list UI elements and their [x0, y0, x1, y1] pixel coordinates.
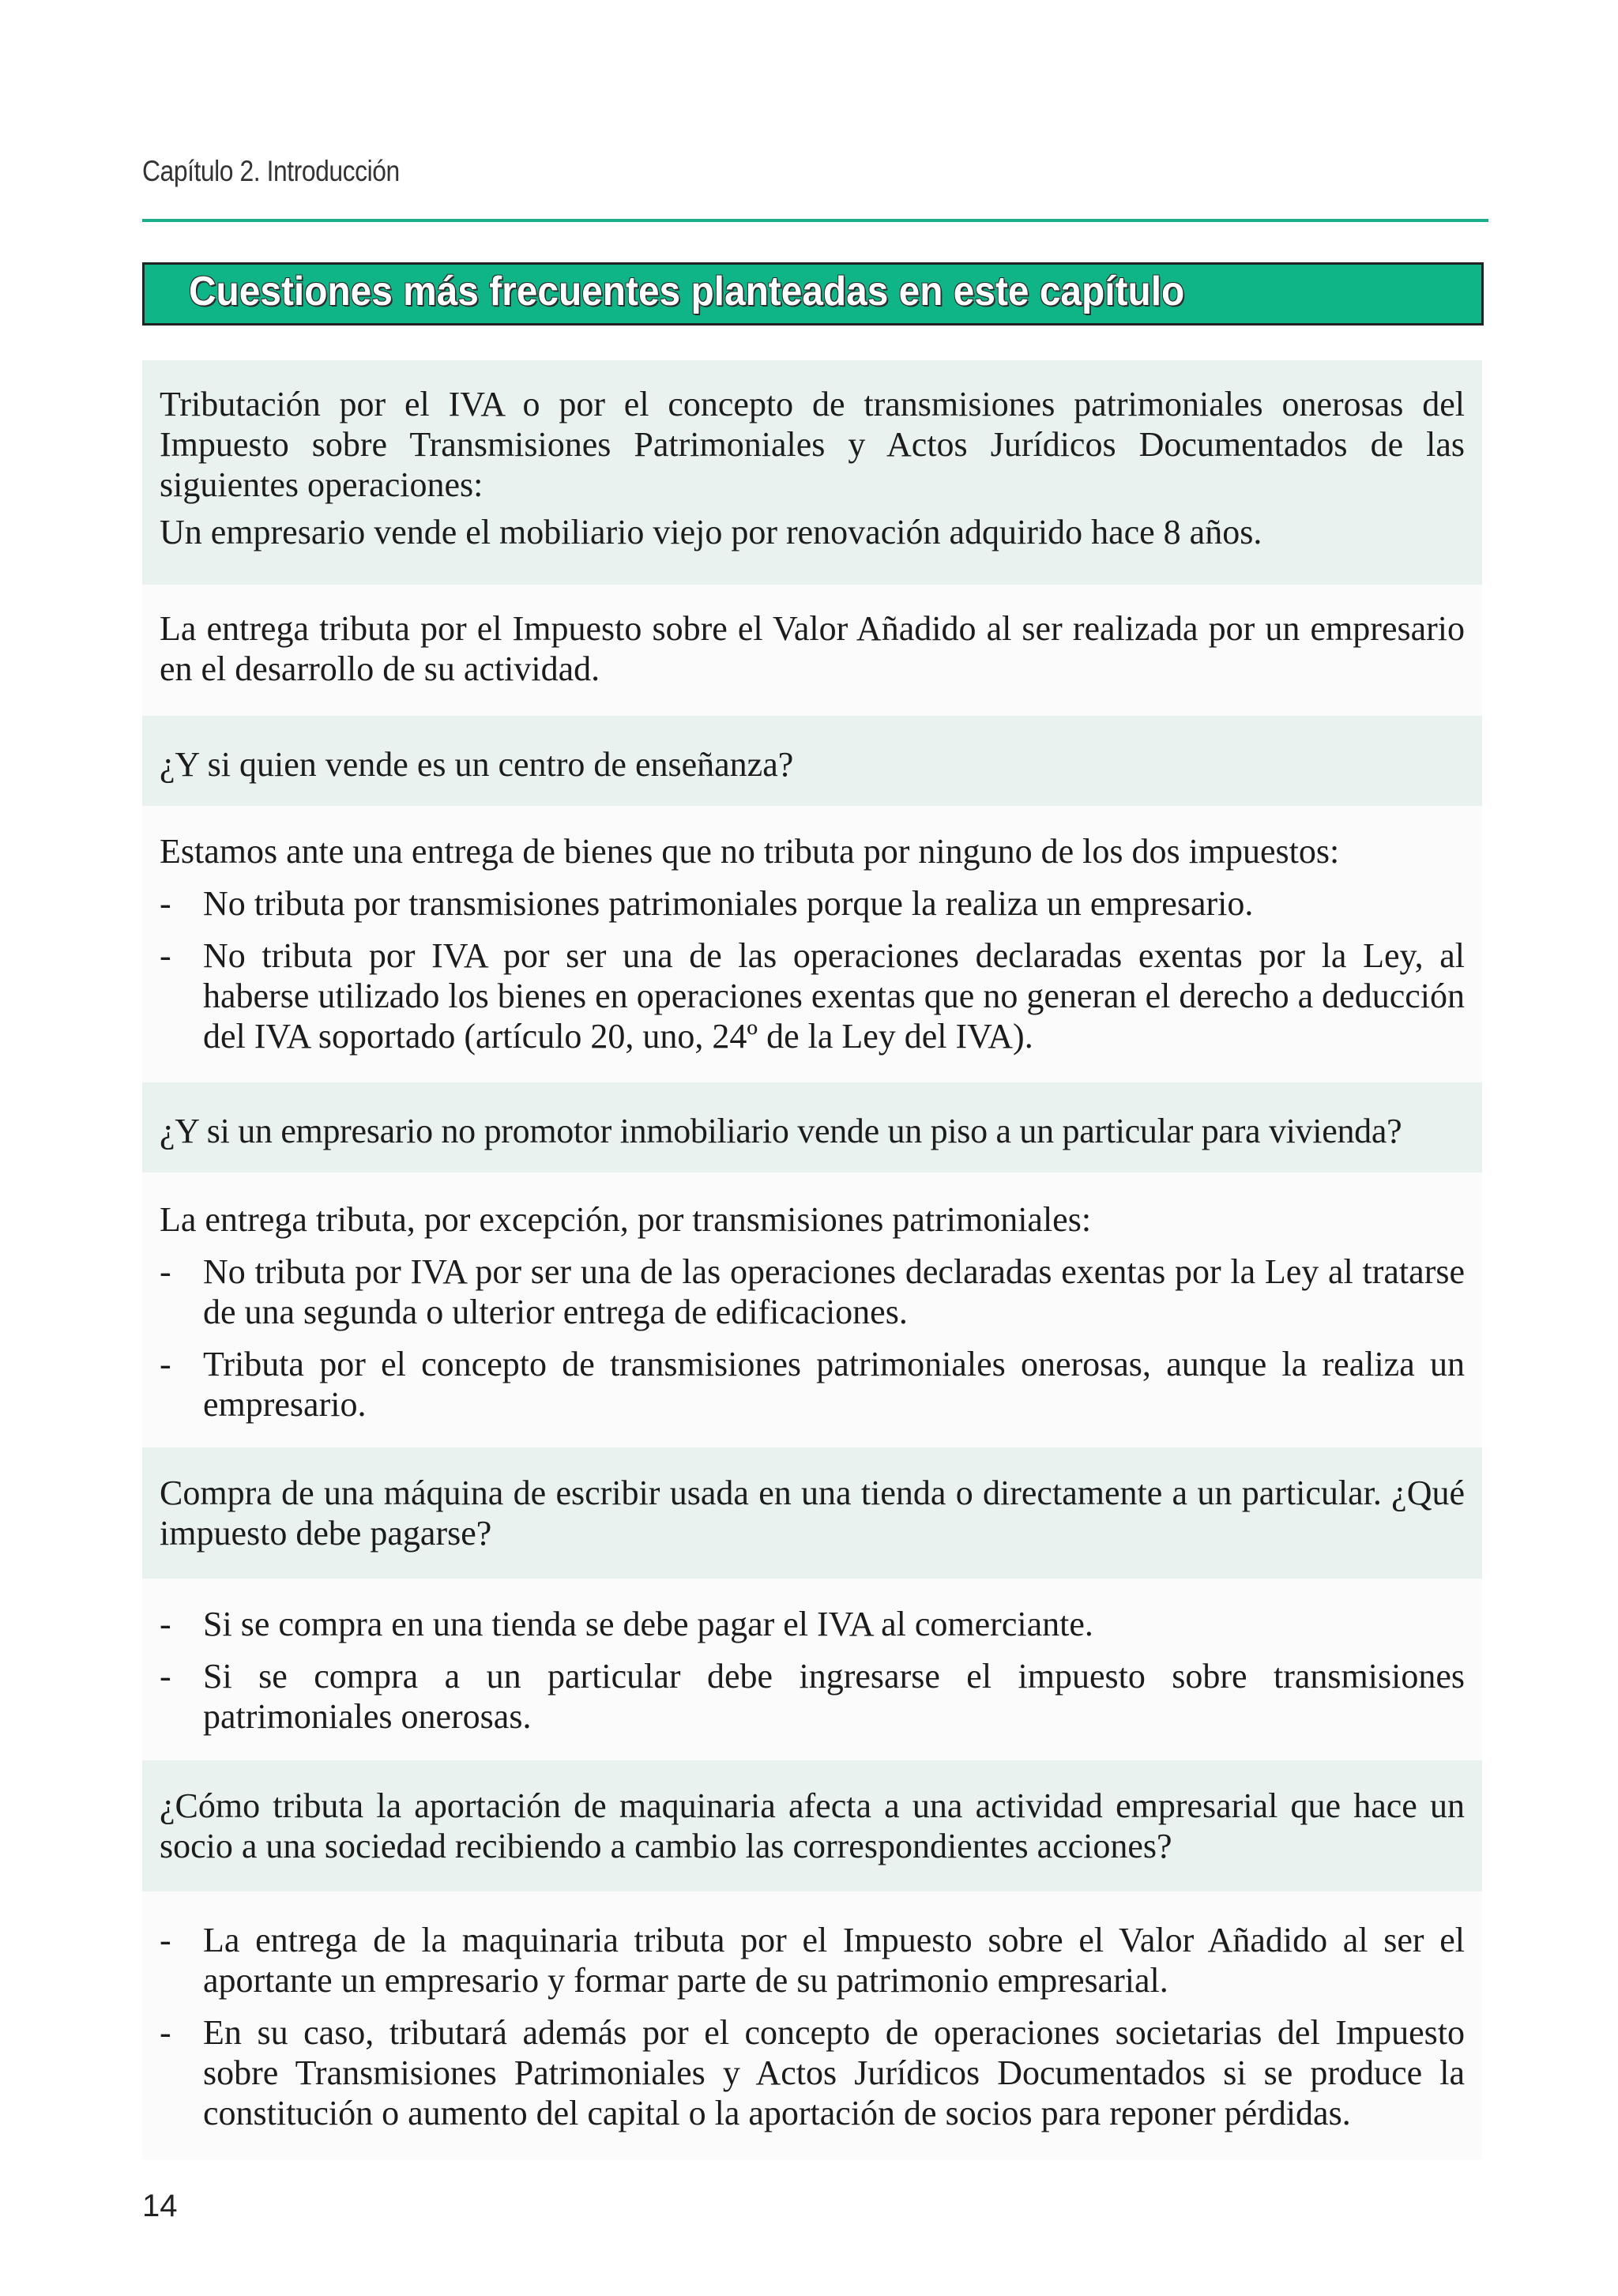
section-title-bar [142, 262, 1484, 326]
answer-block-2 [142, 806, 1482, 1082]
chapter-header: Capítulo 2. Introducción [142, 155, 400, 187]
answer-3-intro: La entrega tributa, por excepción, por transmisiones patrimoniales: [160, 1200, 1092, 1239]
list-item-text: No tributa por IVA por ser una de las operaciones declaradas exentas por la Ley al tratarse de una segunda o ulterior entrega de edificaciones. [203, 1252, 1465, 1331]
answer-2-intro: Estamos ante una entrega de bienes que no tributa por ninguno de los dos impuestos: [160, 832, 1340, 871]
question-1-text: Tributación por el IVA o por el concepto de transmisiones patrimoniales onerosas del Impuesto sobre Transmisiones Patrimoniales y Actos Jurídicos Documentados de las siguientes operaciones: [160, 385, 1465, 504]
question-block-4 [142, 1447, 1482, 1579]
answer-5-item-1 [160, 1920, 1465, 2001]
question-block-2 [142, 716, 1482, 806]
question-3-text: ¿Y si un empresario no promotor inmobiliario vende un piso a un particular para vivienda? [160, 1112, 1402, 1150]
answer-block-4 [142, 1579, 1482, 1760]
question-block-1 [142, 360, 1482, 585]
list-item-text: No tributa por IVA por ser una de las operaciones declaradas exentas por la Ley, al haberse utilizado los bienes en operaciones exentas que no generan el derecho a deducción del IVA soportado (artículo 20, uno, 24º de la Ley del IVA). [203, 936, 1465, 1056]
question-5-text: ¿Cómo tributa la aportación de maquinaria afecta a una actividad empresarial que hace un socio a una sociedad recibiendo a cambio las correspondientes acciones? [160, 1786, 1465, 1865]
answer-3-item-2 [160, 1344, 1465, 1425]
answer-2-item-2 [160, 935, 1465, 1056]
answer-block-1 [142, 585, 1482, 716]
answer-1-text: La entrega tributa por el Impuesto sobre el Valor Añadido al ser realizada por un empresario en el desarrollo de su actividad. [160, 609, 1465, 688]
list-dash: - [160, 1921, 171, 1959]
list-dash: - [160, 2013, 171, 2052]
list-dash: - [160, 1605, 171, 1643]
page-number: 14 [142, 2189, 178, 2223]
answer-block-3 [142, 1172, 1482, 1447]
section-title: Cuestiones más frecuentes planteadas en este capítulo [189, 269, 1185, 314]
list-dash: - [160, 936, 171, 975]
list-item-text: En su caso, tributará además por el concepto de operaciones societarias del Impuesto sobre Transmisiones Patrimoniales y Actos Jurídicos Documentados si se produce la constitución o aumento del capital o la aportación de socios para reponer pérdidas. [203, 2013, 1465, 2132]
list-item-text: Si se compra en una tienda se debe pagar el IVA al comerciante. [203, 1605, 1093, 1643]
list-dash: - [160, 1252, 171, 1291]
header-rule [142, 219, 1488, 222]
list-dash: - [160, 1345, 171, 1383]
list-dash: - [160, 884, 171, 923]
list-dash: - [160, 1657, 171, 1696]
list-item-text: Tributa por el concepto de transmisiones patrimoniales onerosas, aunque la realiza un empresario. [203, 1345, 1465, 1424]
answer-2-item-1 [160, 883, 1465, 924]
question-2-text: ¿Y si quien vende es un centro de enseñanza? [160, 745, 794, 784]
answer-4-item-2 [160, 1656, 1465, 1737]
answer-block-5 [142, 1891, 1482, 2160]
answer-5-item-2 [160, 2012, 1465, 2133]
question-block-5 [142, 1760, 1482, 1891]
question-4-text: Compra de una máquina de escribir usada en una tienda o directamente a un particular. ¿Qué impuesto debe pagarse? [160, 1474, 1465, 1553]
list-item-text: La entrega de la maquinaria tributa por el Impuesto sobre el Valor Añadido al ser el aportante un empresario y formar parte de su patrimonio empresarial. [203, 1921, 1465, 2000]
answer-4-item-1 [160, 1604, 1465, 1644]
question-1-case: Un empresario vende el mobiliario viejo por renovación adquirido hace 8 años. [160, 513, 1262, 551]
list-item-text: No tributa por transmisiones patrimoniales porque la realiza un empresario. [203, 884, 1254, 923]
answer-3-item-1 [160, 1252, 1465, 1332]
question-block-3 [142, 1082, 1482, 1172]
list-item-text: Si se compra a un particular debe ingresarse el impuesto sobre transmisiones patrimoniales onerosas. [203, 1657, 1465, 1736]
